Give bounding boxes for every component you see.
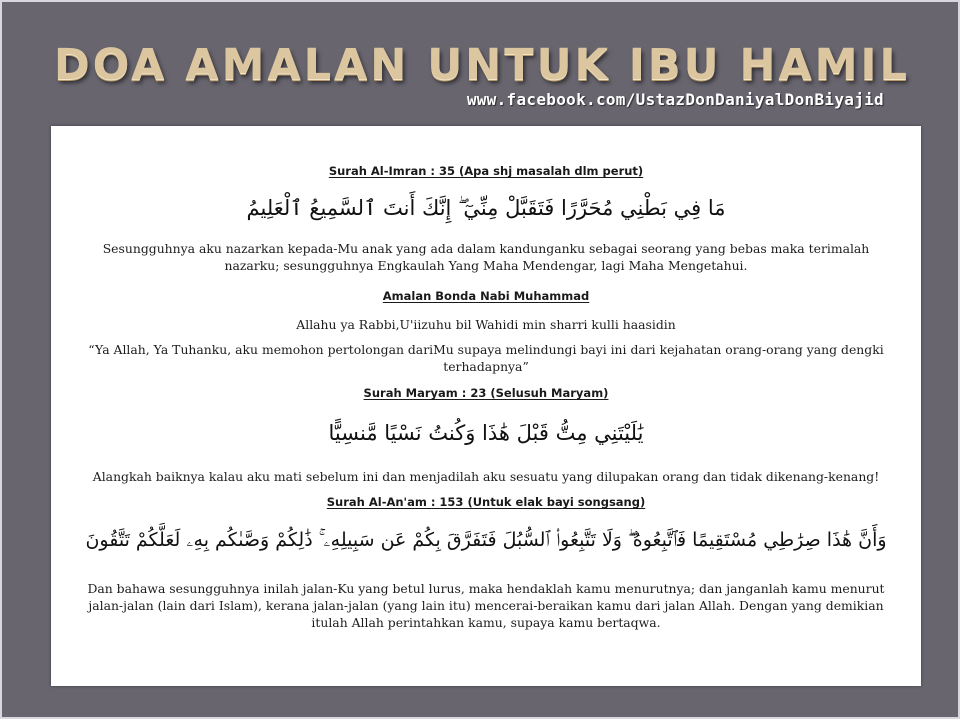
translation-amalan-bonda: “Ya Allah, Ya Tuhanku, aku memohon pertolongan dariMu supaya melindungi bayi ini dari kejahatan orang-orang yang dengki terhadapnya” <box>88 342 884 374</box>
heading-surah-al-imran: Surah Al-Imran : 35 (Apa shj masalah dlm perut) <box>328 164 644 178</box>
facebook-url: www.facebook.com/UstazDonDaniyalDonBiyajid <box>466 90 884 109</box>
translation-al-anam: Dan bahawa sesungguhnya inilah jalan-Ku yang betul lurus, maka hendaklah kamu menurutnya; dan janganlah kamu menurut jalan-jalan (lain dari Islam), kerana jalan-jalan (yang lain itu) mencerai-beraikan kamu dari jalan Allah. Dengan yang demikian itulah Allah perintahkan kamu, supaya kamu bertaqwa. <box>87 581 885 630</box>
arabic-verse-maryam: يَٰلَيْتَنِي مِتُّ قَبْلَ هَٰذَا وَكُنتُ نَسْيًا مَّنسِيًّا <box>328 421 644 445</box>
transliteration-amalan-bonda: Allahu ya Rabbi,U'iizuhu bil Wahidi min sharri kulli haasidin <box>296 317 676 332</box>
translation-al-imran: Sesungguhnya aku nazarkan kepada-Mu anak yang ada dalam kandunganku sebagai seorang yang bebas maka terimalah nazarku; sesungguhnya Engkaulah Yang Maha Mendengar, lagi Maha Mengetahui. <box>102 241 870 273</box>
arabic-verse-al-imran: مَا فِي بَطْنِي مُحَرَّرًا فَتَقَبَّلْ مِنِّيٓ ۖ إِنَّكَ أَنتَ ٱلسَّمِيعُ ٱلْعَلِيمُ <box>246 196 726 220</box>
heading-amalan-bonda: Amalan Bonda Nabi Muhammad <box>382 289 590 303</box>
page-title: DOA AMALAN UNTUK IBU HAMIL <box>54 40 910 90</box>
heading-surah-maryam: Surah Maryam : 23 (Selusuh Maryam) <box>363 386 609 400</box>
arabic-verse-al-anam: وَأَنَّ هَٰذَا صِرَٰطِي مُسْتَقِيمًا فَٱتَّبِعُوهُ ۖ وَلَا تَتَّبِعُوا۟ ٱلسُّبُلَ فَتَفَرَّقَ بِكُمْ عَن سَبِيلِهِۦ ۚ ذَٰلِكُمْ وَصَّىٰكُم بِهِۦ لَعَلَّكُمْ تَتَّقُونَ <box>85 529 887 551</box>
translation-maryam: Alangkah baiknya kalau aku mati sebelum ini dan menjadilah aku sesuatu yang dilupakan orang dan tidak dikenang-kenang! <box>92 469 880 484</box>
heading-surah-al-anam: Surah Al-An'am : 153 (Untuk elak bayi songsang) <box>326 495 646 509</box>
content-sheet <box>51 126 921 686</box>
